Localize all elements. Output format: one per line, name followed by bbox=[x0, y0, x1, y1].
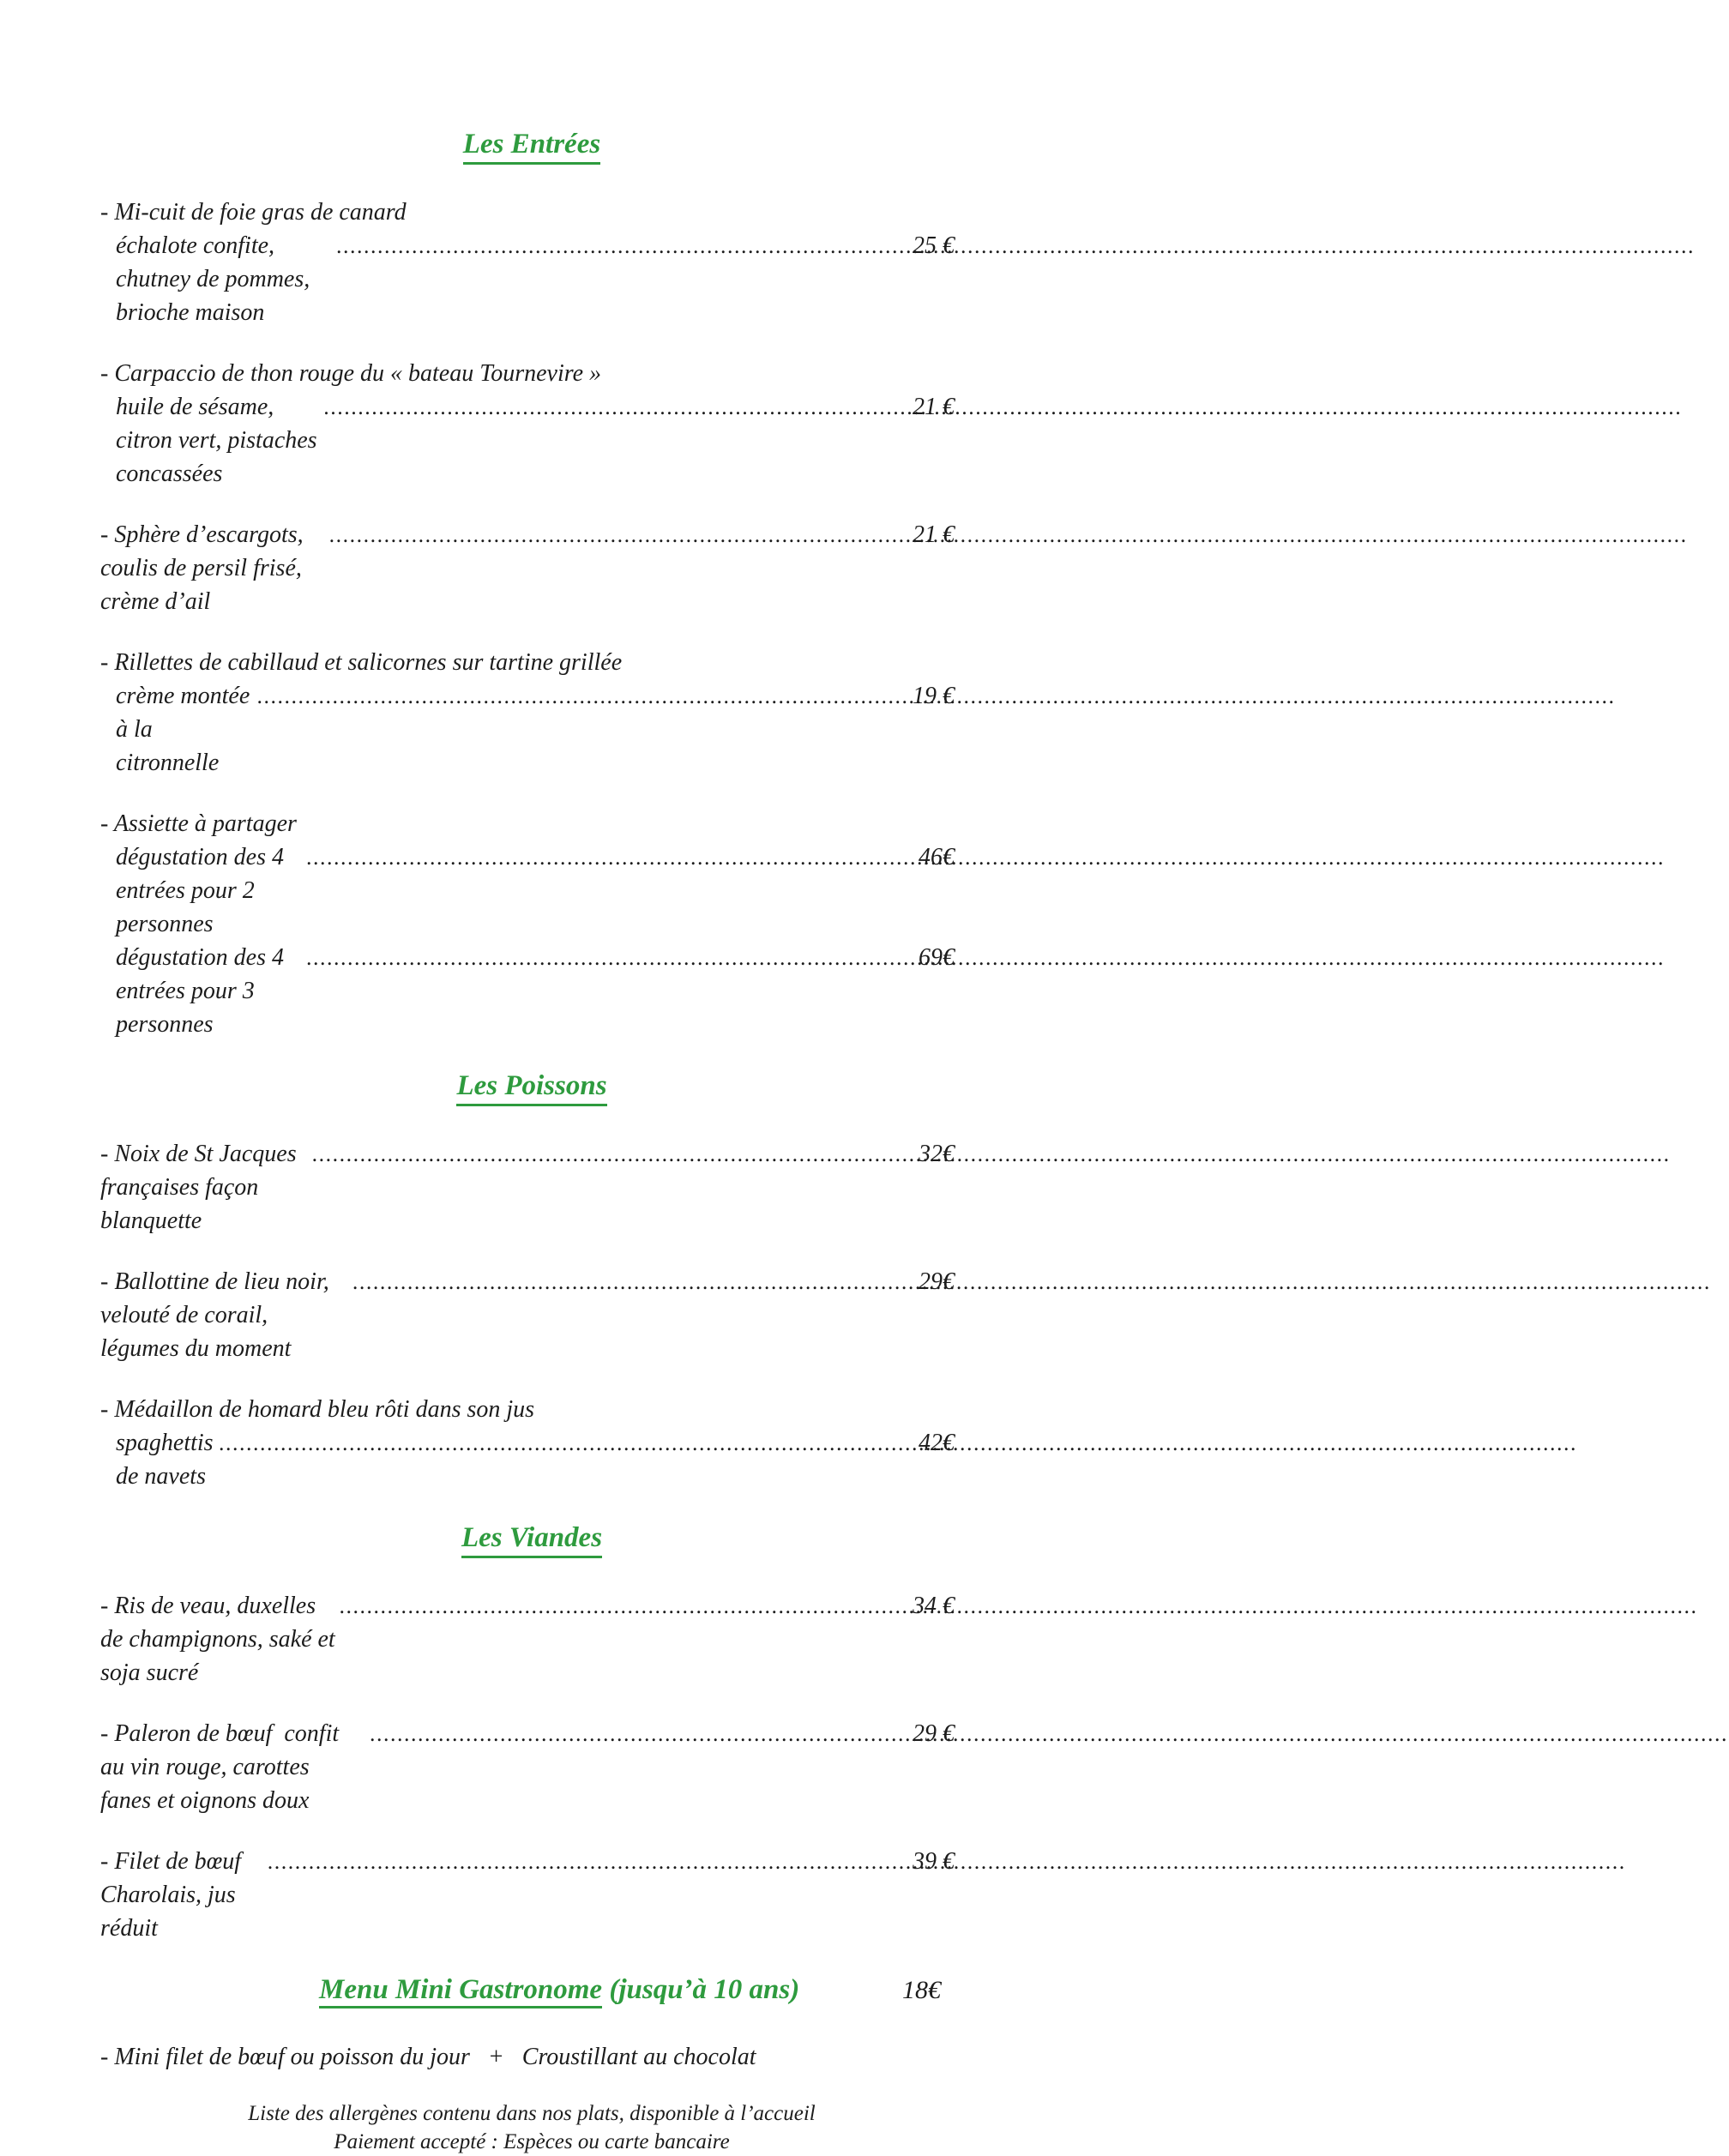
price: 42€ bbox=[919, 1430, 955, 1456]
dot-leader bbox=[257, 679, 910, 713]
price: 25 € bbox=[913, 232, 955, 259]
menu-line bbox=[92, 840, 955, 941]
mini-menu-price: 18€ bbox=[902, 1976, 941, 2004]
section-poissons-items bbox=[92, 1137, 955, 1493]
mini-menu-title: Menu Mini Gastronome bbox=[319, 1974, 602, 2008]
menu-item-foie-gras bbox=[92, 196, 955, 329]
dot-leader bbox=[352, 1265, 916, 1298]
menu-line bbox=[92, 1426, 955, 1493]
section-viandes-items bbox=[92, 1589, 955, 1945]
menu-item-sphere-escargots bbox=[92, 518, 955, 618]
allergen-note: Liste des allergènes contenu dans nos plats, disponible à l’accueil bbox=[248, 2102, 816, 2125]
dot-leader bbox=[312, 1137, 916, 1171]
menu-item-paleron-boeuf bbox=[92, 1717, 955, 1817]
dish-text: crème montée à la citronnelle bbox=[116, 683, 256, 776]
menu-line bbox=[92, 679, 955, 780]
menu-line bbox=[92, 1265, 955, 1365]
price: 29€ bbox=[919, 1268, 955, 1295]
menu-item-carpaccio-thon bbox=[92, 357, 955, 491]
price: 32€ bbox=[919, 1141, 955, 1167]
mini-menu-age-note: (jusqu’à 10 ans) bbox=[602, 1974, 800, 2005]
menu-item-assiette-partager bbox=[92, 807, 955, 1041]
menu-line bbox=[92, 1845, 955, 1945]
dish-text: - Mini filet de bœuf ou poisson du jour + Croustillant au chocolat bbox=[100, 2044, 756, 2070]
menu-item-filet-boeuf bbox=[92, 1845, 955, 1945]
dish-text: - Noix de St Jacques françaises façon blanquette bbox=[100, 1141, 303, 1234]
price: 21 € bbox=[907, 394, 955, 420]
dot-leader bbox=[220, 1426, 916, 1460]
dish-text: - Ris de veau, duxelles de champignons, saké et soja sucré bbox=[100, 1593, 341, 1686]
section-viandes bbox=[92, 1521, 955, 1945]
section-title-poissons bbox=[0, 1069, 1063, 1106]
price: 29 € bbox=[913, 1720, 955, 1747]
mini-menu-title-group bbox=[319, 1972, 799, 2007]
dish-text: échalote confite, chutney de pommes, brioche maison bbox=[116, 232, 316, 326]
menu-item-ballottine-lieu bbox=[92, 1265, 955, 1365]
menu-line bbox=[92, 1393, 955, 1426]
dot-leader bbox=[324, 390, 904, 424]
price: 19 € bbox=[913, 683, 955, 709]
dish-text: - Sphère d’escargots, coulis de persil frisé, crème d’ail bbox=[100, 521, 310, 615]
section-entrees bbox=[92, 127, 955, 1041]
dish-text: dégustation des 4 entrées pour 3 personnes bbox=[116, 944, 290, 1038]
menu-item-st-jacques bbox=[92, 1137, 955, 1238]
dish-text: spaghettis de navets bbox=[116, 1430, 220, 1490]
menu-line bbox=[92, 1137, 955, 1238]
section-title-viandes-text: Les Viandes bbox=[461, 1521, 602, 1558]
dot-leader bbox=[340, 1589, 910, 1623]
dot-leader bbox=[307, 941, 916, 974]
price: 39 € bbox=[913, 1848, 955, 1875]
dish-text: - Carpaccio de thon rouge du « bateau Tournevire » bbox=[100, 360, 602, 387]
price: 21 € bbox=[913, 521, 955, 548]
section-entrees-items bbox=[92, 196, 955, 1041]
menu-item-medaillon-homard bbox=[92, 1393, 955, 1493]
menu-item-ris-de-veau bbox=[92, 1589, 955, 1689]
price: 46€ bbox=[919, 844, 955, 870]
menu-line bbox=[92, 390, 955, 491]
dish-text: - Médaillon de homard bleu rôti dans son jus bbox=[100, 1396, 535, 1423]
price: 69€ bbox=[919, 944, 955, 971]
section-title-viandes bbox=[0, 1521, 1063, 1558]
menu-item-rillettes-cabillaud bbox=[92, 646, 955, 780]
dish-text: - Ballottine de lieu noir, velouté de corail, légumes du moment bbox=[100, 1268, 335, 1362]
menu-line bbox=[92, 357, 955, 390]
menu-line bbox=[92, 646, 955, 679]
dish-text: - Filet de bœuf Charolais, jus réduit bbox=[100, 1848, 248, 1942]
payment-note: Paiement accepté : Espèces ou carte bancaire bbox=[334, 2130, 730, 2153]
dot-leader bbox=[337, 229, 910, 262]
menu-line bbox=[92, 941, 955, 1041]
dot-leader bbox=[329, 518, 910, 551]
mini-menu-item bbox=[92, 2040, 955, 2074]
section-title-poissons-text: Les Poissons bbox=[456, 1069, 606, 1106]
menu-line bbox=[92, 1717, 955, 1817]
section-poissons bbox=[92, 1069, 955, 1493]
menu-line bbox=[92, 229, 955, 329]
mini-menu-heading-row bbox=[319, 1972, 941, 2007]
footer-notes bbox=[0, 2099, 1063, 2156]
menu-line bbox=[92, 518, 955, 618]
dot-leader bbox=[268, 1845, 910, 1878]
price: 34 € bbox=[913, 1593, 955, 1619]
menu-line bbox=[92, 1589, 955, 1689]
section-title-entrees-text: Les Entrées bbox=[463, 127, 600, 165]
dish-text: huile de sésame, citron vert, pistaches concassées bbox=[116, 394, 323, 487]
dot-leader bbox=[307, 840, 916, 874]
menu-line bbox=[92, 807, 955, 840]
dish-text: - Mi-cuit de foie gras de canard bbox=[100, 199, 407, 226]
dot-leader bbox=[370, 1717, 910, 1750]
dish-text: dégustation des 4 entrées pour 2 personnes bbox=[116, 844, 290, 937]
section-title-entrees bbox=[0, 127, 1063, 165]
dish-text: - Rillettes de cabillaud et salicornes sur tartine grillée bbox=[100, 649, 623, 676]
menu-line bbox=[92, 196, 955, 229]
dish-text: - Assiette à partager bbox=[100, 810, 297, 837]
dish-text: - Paleron de bœuf confit au vin rouge, carottes fanes et oignons doux bbox=[100, 1720, 346, 1814]
